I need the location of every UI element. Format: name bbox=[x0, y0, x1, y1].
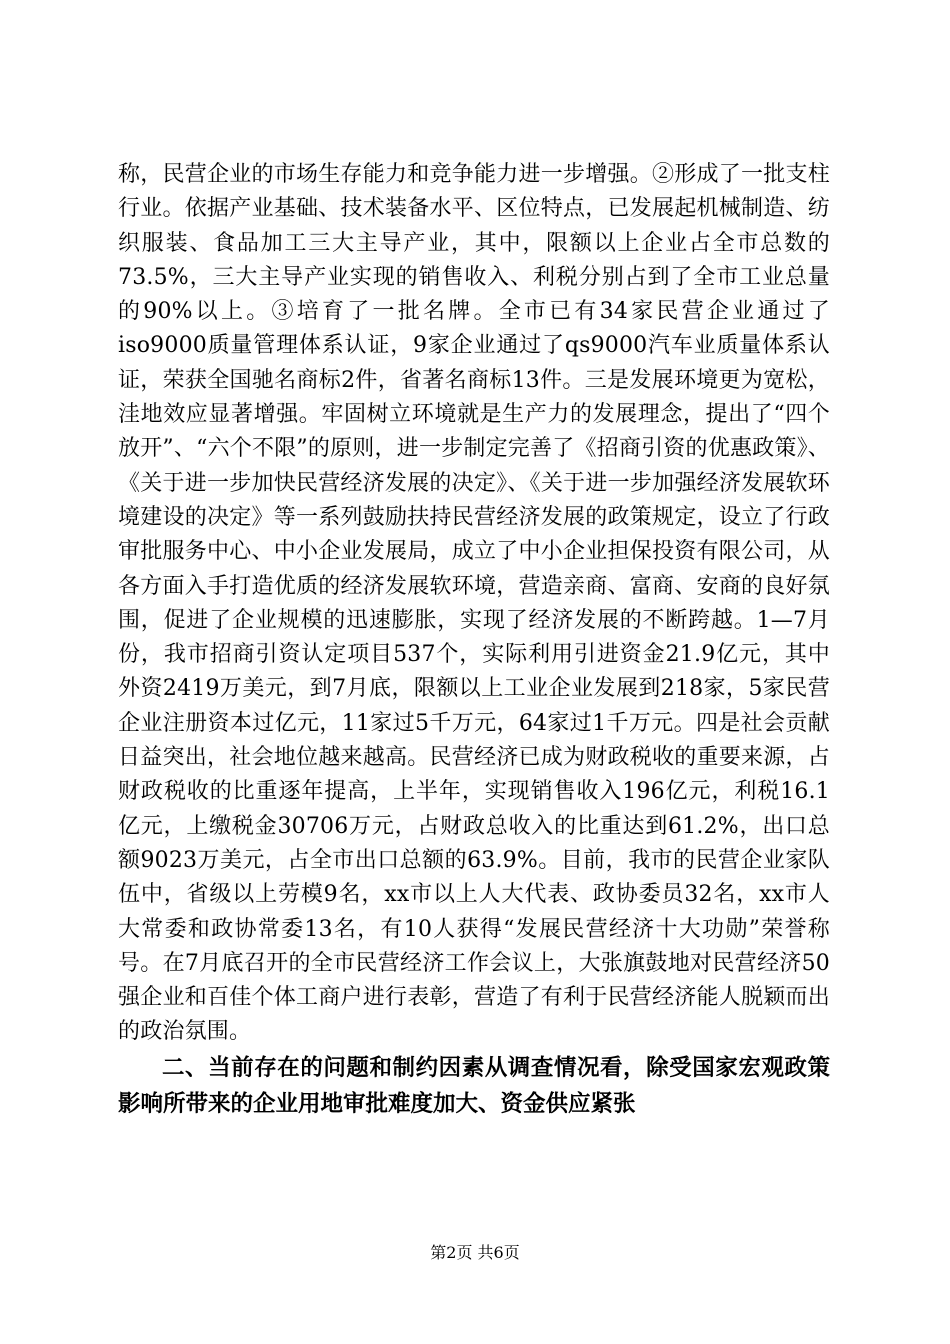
page-number-footer: 第2页 共6页 bbox=[430, 1243, 520, 1262]
document-body bbox=[118, 158, 830, 1122]
section-heading: 二、当前存在的问题和制约因素从调查情况看，除受国家宏观政策影响所带来的企业用地审批难度加大、资金供应紧张 bbox=[118, 1054, 830, 1117]
body-paragraph: 称，民营企业的市场生存能力和竞争能力进一步增强。②形成了一批支柱行业。依据产业基础、技术装备水平、区位特点，已发展起机械制造、纺织服装、食品加工三大主导产业，其中，限额以上企业占全市总数的73.5%，三大主导产业实现的销售收入、利税分别占到了全市工业总量的90%以上。③培育了一批名牌。全市已有34家民营企业通过了iso9000质量管理体系认证，9家企业通过了qs9000汽车业质量体系认证，荣获全国驰名商标2件，省著名商标13件。三是发展环境更为宽松，洼地效应显著增强。牢固树立环境就是生产力的发展理念，提出了“四个放开”、“六个不限”的原则，进一步制定完善了《招商引资的优惠政策》、《关于进一步加快民营经济发展的决定》、《关于进一步加强经济发展软环境建设的决定》等一系列鼓励扶持民营经济发展的政策规定，设立了行政审批服务中心、中小企业发展局，成立了中小企业担保投资有限公司，从各方面入手打造优质的经济发展软环境，营造亲商、富商、安商的良好氛围，促进了企业规模的迅速膨胀，实现了经济发展的不断跨越。1—7月份，我市招商引资认定项目537个，实际利用引进资金21.9亿元，其中外资2419万美元，到7月底，限额以上工业企业发展到218家，5家民营企业注册资本过亿元，11家过5千万元，64家过1千万元。四是社会贡献日益突出，社会地位越来越高。民营经济已成为财政税收的重要来源，占财政税收的比重逐年提高，上半年，实现销售收入196亿元，利税16.1亿元，上缴税金30706万元，占财政总收入的比重达到61.2%，出口总额9023万美元，占全市出口总额的63.9%。目前，我市的民营企业家队伍中，省级以上劳模9名，xx市以上人大代表、政协委员32名，xx市人大常委和政协常委13名，有10人获得“发展民营经济十大功勋”荣誉称号。在7月底召开的全市民营经济工作会议上，大张旗鼓地对民营经济50强企业和百佳个体工商户进行表彰，营造了有利于民营经济能人脱颖而出的政治氛围。 bbox=[118, 162, 830, 1045]
